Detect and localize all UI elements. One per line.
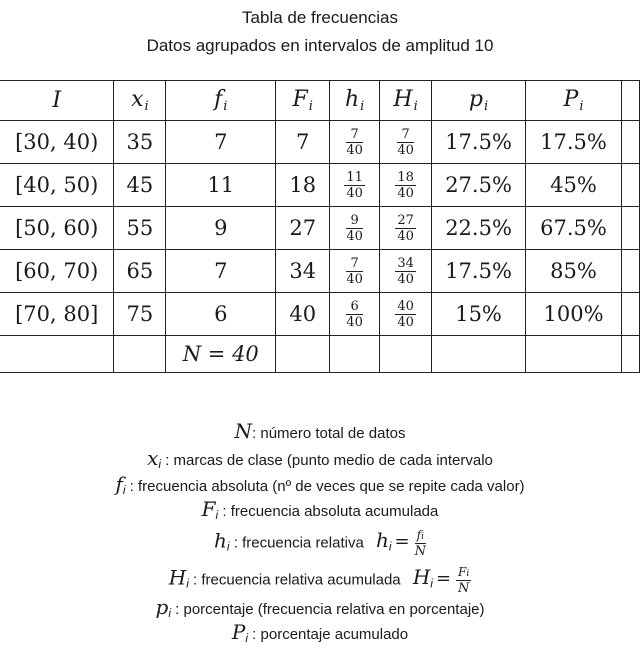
cell-F: 7 xyxy=(276,121,330,164)
cell-p: 17.5% xyxy=(432,121,526,164)
cell-empty xyxy=(114,336,166,373)
cell-h: $\frac{7}{40}$ xyxy=(330,121,380,164)
cell-empty xyxy=(276,336,330,373)
header-p: $p_i$ xyxy=(432,81,526,121)
cell-P: 100% xyxy=(526,293,622,336)
frequency-table xyxy=(0,80,640,373)
page-title: Tabla de frecuencias xyxy=(242,8,398,27)
page-subtitle: Datos agrupados en intervalos de amplitud 10 xyxy=(146,36,494,55)
header-F: $F_i$ xyxy=(276,81,330,121)
cell-F: 40 xyxy=(276,293,330,336)
header-P: $P_i$ xyxy=(526,81,622,121)
cell-h: $\frac{6}{40}$ xyxy=(330,293,380,336)
legend-N: N: número total de datos xyxy=(234,419,406,443)
cell-empty xyxy=(526,336,622,373)
cell-x: 45 xyxy=(114,164,166,207)
total-N: N = 40 xyxy=(166,336,276,373)
cell-p: 15% xyxy=(432,293,526,336)
cell-empty xyxy=(380,336,432,373)
cell-extra xyxy=(621,164,639,207)
cell-interval: [30, 40) xyxy=(0,121,114,164)
cell-p: 17.5% xyxy=(432,250,526,293)
header-h: $h_i$ xyxy=(330,81,380,121)
cell-P: 45% xyxy=(526,164,622,207)
cell-H: $\frac{34}{40}$ xyxy=(380,250,432,293)
cell-empty xyxy=(621,336,639,373)
legend-H: $H_i$ : frecuencia relativa acumulada $H_i$ = $\frac{Fi}{N}$ xyxy=(168,565,470,596)
cell-interval: [50, 60) xyxy=(0,207,114,250)
cell-f: 7 xyxy=(166,250,276,293)
cell-extra xyxy=(621,121,639,164)
cell-x: 75 xyxy=(114,293,166,336)
cell-F: 18 xyxy=(276,164,330,207)
cell-h: $\frac{11}{40}$ xyxy=(330,164,380,207)
header-interval: I xyxy=(0,81,114,121)
cell-H: $\frac{40}{40}$ xyxy=(380,293,432,336)
cell-f: 7 xyxy=(166,121,276,164)
cell-extra xyxy=(621,250,639,293)
cell-x: 55 xyxy=(114,207,166,250)
cell-H: $\frac{18}{40}$ xyxy=(380,164,432,207)
cell-f: 11 xyxy=(166,164,276,207)
legend-x: $x_i$ : marcas de clase (punto medio de cada intervalo xyxy=(147,446,493,471)
cell-f: 9 xyxy=(166,207,276,250)
header-extra xyxy=(621,81,639,121)
table-header-row xyxy=(0,81,640,121)
table-row xyxy=(0,164,640,207)
cell-h: $\frac{9}{40}$ xyxy=(330,207,380,250)
cell-extra xyxy=(621,293,639,336)
cell-P: 67.5% xyxy=(526,207,622,250)
cell-f: 6 xyxy=(166,293,276,336)
cell-H: $\frac{27}{40}$ xyxy=(380,207,432,250)
legend-P: $P_i$ : porcentaje acumulado xyxy=(231,620,409,645)
legend-h: $h_i$ : frecuencia relativa $h_i$ = $\frac{fi}{N}$ xyxy=(214,528,426,559)
cell-P: 17.5% xyxy=(526,121,622,164)
cell-H: $\frac{7}{40}$ xyxy=(380,121,432,164)
table-row xyxy=(0,250,640,293)
cell-interval: [40, 50) xyxy=(0,164,114,207)
table-row xyxy=(0,207,640,250)
cell-empty xyxy=(0,336,114,373)
table-row xyxy=(0,121,640,164)
cell-x: 65 xyxy=(114,250,166,293)
table-row xyxy=(0,293,640,336)
cell-interval: [70, 80] xyxy=(0,293,114,336)
header-x: $x_i$ xyxy=(114,81,166,121)
legend-p: $p_i$ : porcentaje (frecuencia relativa en porcentaje) xyxy=(155,595,485,620)
header-f: $f_i$ xyxy=(166,81,276,121)
header-H: $H_i$ xyxy=(380,81,432,121)
legend-f: $f_i$ : frecuencia absoluta (nº de veces que se repite cada valor) xyxy=(115,472,525,497)
cell-F: 27 xyxy=(276,207,330,250)
cell-p: 22.5% xyxy=(432,207,526,250)
cell-x: 35 xyxy=(114,121,166,164)
cell-p: 27.5% xyxy=(432,164,526,207)
cell-F: 34 xyxy=(276,250,330,293)
cell-extra xyxy=(621,207,639,250)
cell-interval: [60, 70) xyxy=(0,250,114,293)
cell-empty xyxy=(330,336,380,373)
table-total-row xyxy=(0,336,640,373)
cell-P: 85% xyxy=(526,250,622,293)
cell-h: $\frac{7}{40}$ xyxy=(330,250,380,293)
cell-empty xyxy=(432,336,526,373)
legend-F: $F_i$ : frecuencia absoluta acumulada xyxy=(201,497,439,522)
